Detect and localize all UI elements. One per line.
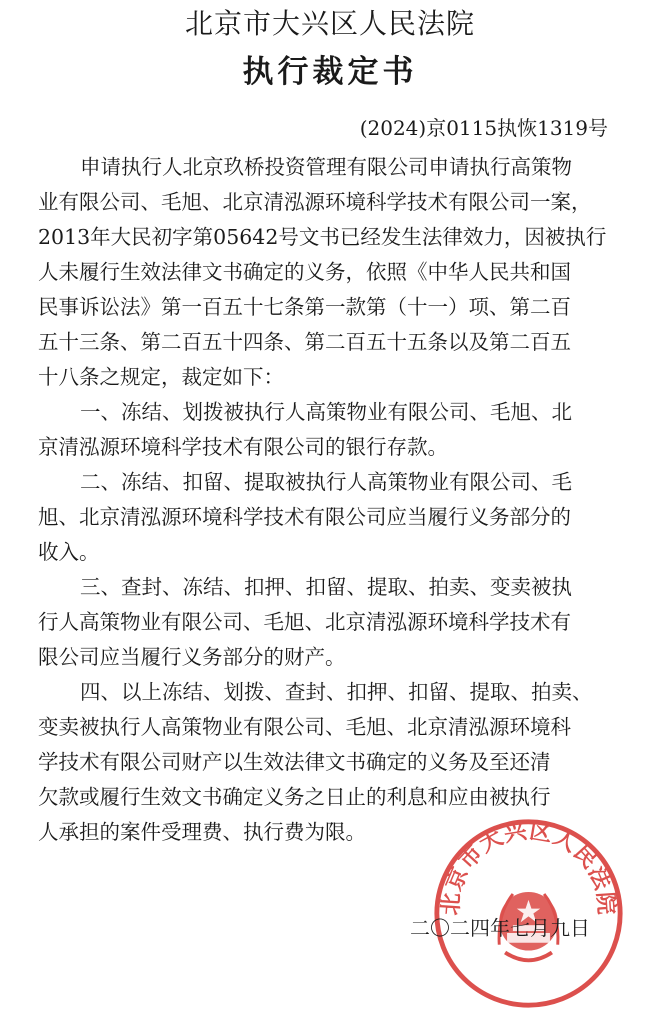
body-line: 一、冻结、划拨被执行人高策物业有限公司、毛旭、北 [80, 400, 572, 424]
body-line: 京清泓源环境科学技术有限公司的银行存款。 [38, 435, 448, 459]
body-line: 学技术有限公司财产以生效法律文书确定的义务及至还清 [38, 750, 551, 774]
body-line: 限公司应当履行义务部分的财产。 [38, 645, 346, 669]
body-line: 业有限公司、毛旭、北京清泓源环境科学技术有限公司一案， [38, 190, 592, 214]
body-line: 二、冻结、扣留、提取被执行人高策物业有限公司、毛 [80, 470, 572, 494]
body-line: 五十三条、第二百五十四条、第二百五十五条以及第二百五 [38, 330, 571, 354]
body-line: 收入。 [38, 540, 100, 564]
body-line: 欠款或履行生效文书确定义务之日止的利息和应由被执行 [38, 785, 551, 809]
body-line: 十八条之规定，裁定如下： [38, 365, 284, 389]
case-number: (2024)京0115执恢1319号 [359, 116, 608, 140]
body-line: 人未履行生效法律文书确定的义务，依照《中华人民共和国 [38, 260, 571, 284]
body-line: 人承担的案件受理费、执行费为限。 [38, 820, 366, 844]
body-line: 三、查封、冻结、扣押、扣留、提取、拍卖、变卖被执 [80, 575, 572, 599]
body-line: 变卖被执行人高策物业有限公司、毛旭、北京清泓源环境科 [38, 715, 571, 739]
body-line: 申请执行人北京玖桥投资管理有限公司申请执行高策物 [80, 155, 572, 179]
body-line: 2013年大民初字第05642号文书已经发生法律效力，因被执行 [38, 225, 607, 249]
document-title: 执行裁定书 [242, 54, 418, 90]
body-line: 旭、北京清泓源环境科学技术有限公司应当履行义务部分的 [38, 505, 571, 529]
court-name: 北京市大兴区人民法院 [184, 7, 475, 40]
body-line: 行人高策物业有限公司、毛旭、北京清泓源环境科学技术有 [38, 610, 571, 634]
issue-date: 二〇二四年七月九日 [410, 916, 590, 940]
seal-text: 北京市大兴区人民法院 [437, 817, 620, 917]
body-line: 民事诉讼法》第一百五十七条第一款第（十一）项、第二百 [38, 295, 571, 319]
body-line: 四、以上冻结、划拨、查封、扣押、扣留、提取、拍卖、 [80, 680, 593, 704]
